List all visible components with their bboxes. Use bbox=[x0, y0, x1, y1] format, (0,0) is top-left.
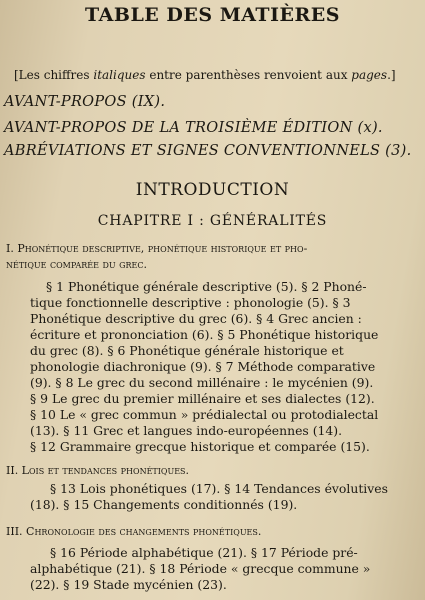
note-em-italiques: italiques bbox=[93, 68, 146, 82]
toc-line: écriture et prononciation (6). § 5 Phonétique historique bbox=[30, 327, 379, 342]
italic-note bbox=[14, 68, 414, 82]
front-page-ref: IX bbox=[137, 94, 155, 110]
chapter-heading: CHAPITRE I : GÉNÉRALITÉS bbox=[97, 213, 328, 229]
front-matter-avant-propos-3e-edition: AVANT-PROPOS DE LA TROISIÈME ÉDITION (x). bbox=[4, 120, 383, 136]
page-title: TABLE DES MATIÈRES bbox=[85, 4, 340, 26]
toc-line: § 12 Grammaire grecque historique et comparée (15). bbox=[30, 439, 370, 454]
toc-line: § 9 Le grec du premier millénaire et ses dialectes (12). bbox=[30, 391, 375, 406]
toc-line: (13). § 11 Grec et langues indo-européennes (14). bbox=[30, 423, 343, 438]
toc-line: § 16 Période alphabétique (21). § 17 Période pré- bbox=[50, 545, 358, 560]
note-pre: [Les chiffres bbox=[14, 68, 94, 82]
toc-line: du grec (8). § 6 Phonétique générale historique et bbox=[30, 343, 344, 358]
toc-line: § 1 Phonétique générale descriptive (5). § 2 Phoné- bbox=[46, 279, 367, 294]
section-heading-3: III. Chronologie des changements phonétiques. bbox=[6, 525, 262, 538]
front-page-ref: 3 bbox=[391, 143, 401, 159]
toc-line: (18). § 15 Changements conditionnés (19). bbox=[30, 497, 298, 512]
section-heading-1-cont: nétique comparée du grec. bbox=[6, 258, 147, 271]
section-heading-1: I. Phonétique descriptive, phonétique historique et pho- bbox=[6, 242, 308, 255]
toc-line: phonologie diachronique (9). § 7 Méthode comparative bbox=[30, 359, 376, 374]
toc-line: (9). § 8 Le grec du second millénaire : le mycénien (9). bbox=[30, 375, 374, 390]
toc-line: § 13 Lois phonétiques (17). § 14 Tendances évolutives bbox=[50, 481, 388, 496]
toc-line: (22). § 19 Stade mycénien (23). bbox=[30, 577, 227, 592]
toc-line: tique fonctionnelle descriptive : phonologie (5). § 3 bbox=[30, 295, 351, 310]
front-matter-abreviations: ABRÉVIATIONS ET SIGNES CONVENTIONNELS (3). bbox=[4, 143, 412, 159]
note-post: .] bbox=[387, 68, 396, 82]
note-mid: entre parenthèses renvoient aux bbox=[145, 68, 352, 82]
introduction-heading: INTRODUCTION bbox=[135, 180, 290, 200]
front-matter-avant-propos: AVANT-PROPOS (IX). bbox=[4, 94, 166, 110]
section-heading-2: II. Lois et tendances phonétiques. bbox=[6, 464, 190, 477]
front-page-ref: x bbox=[363, 120, 372, 136]
toc-line: Phonétique descriptive du grec (6). § 4 Grec ancien : bbox=[30, 311, 362, 326]
note-em-pages: pages bbox=[351, 68, 388, 82]
toc-line: alphabétique (21). § 18 Période « grecque commune » bbox=[30, 561, 371, 576]
toc-line: § 10 Le « grec commun » prédialectal ou protodialectal bbox=[30, 407, 379, 422]
